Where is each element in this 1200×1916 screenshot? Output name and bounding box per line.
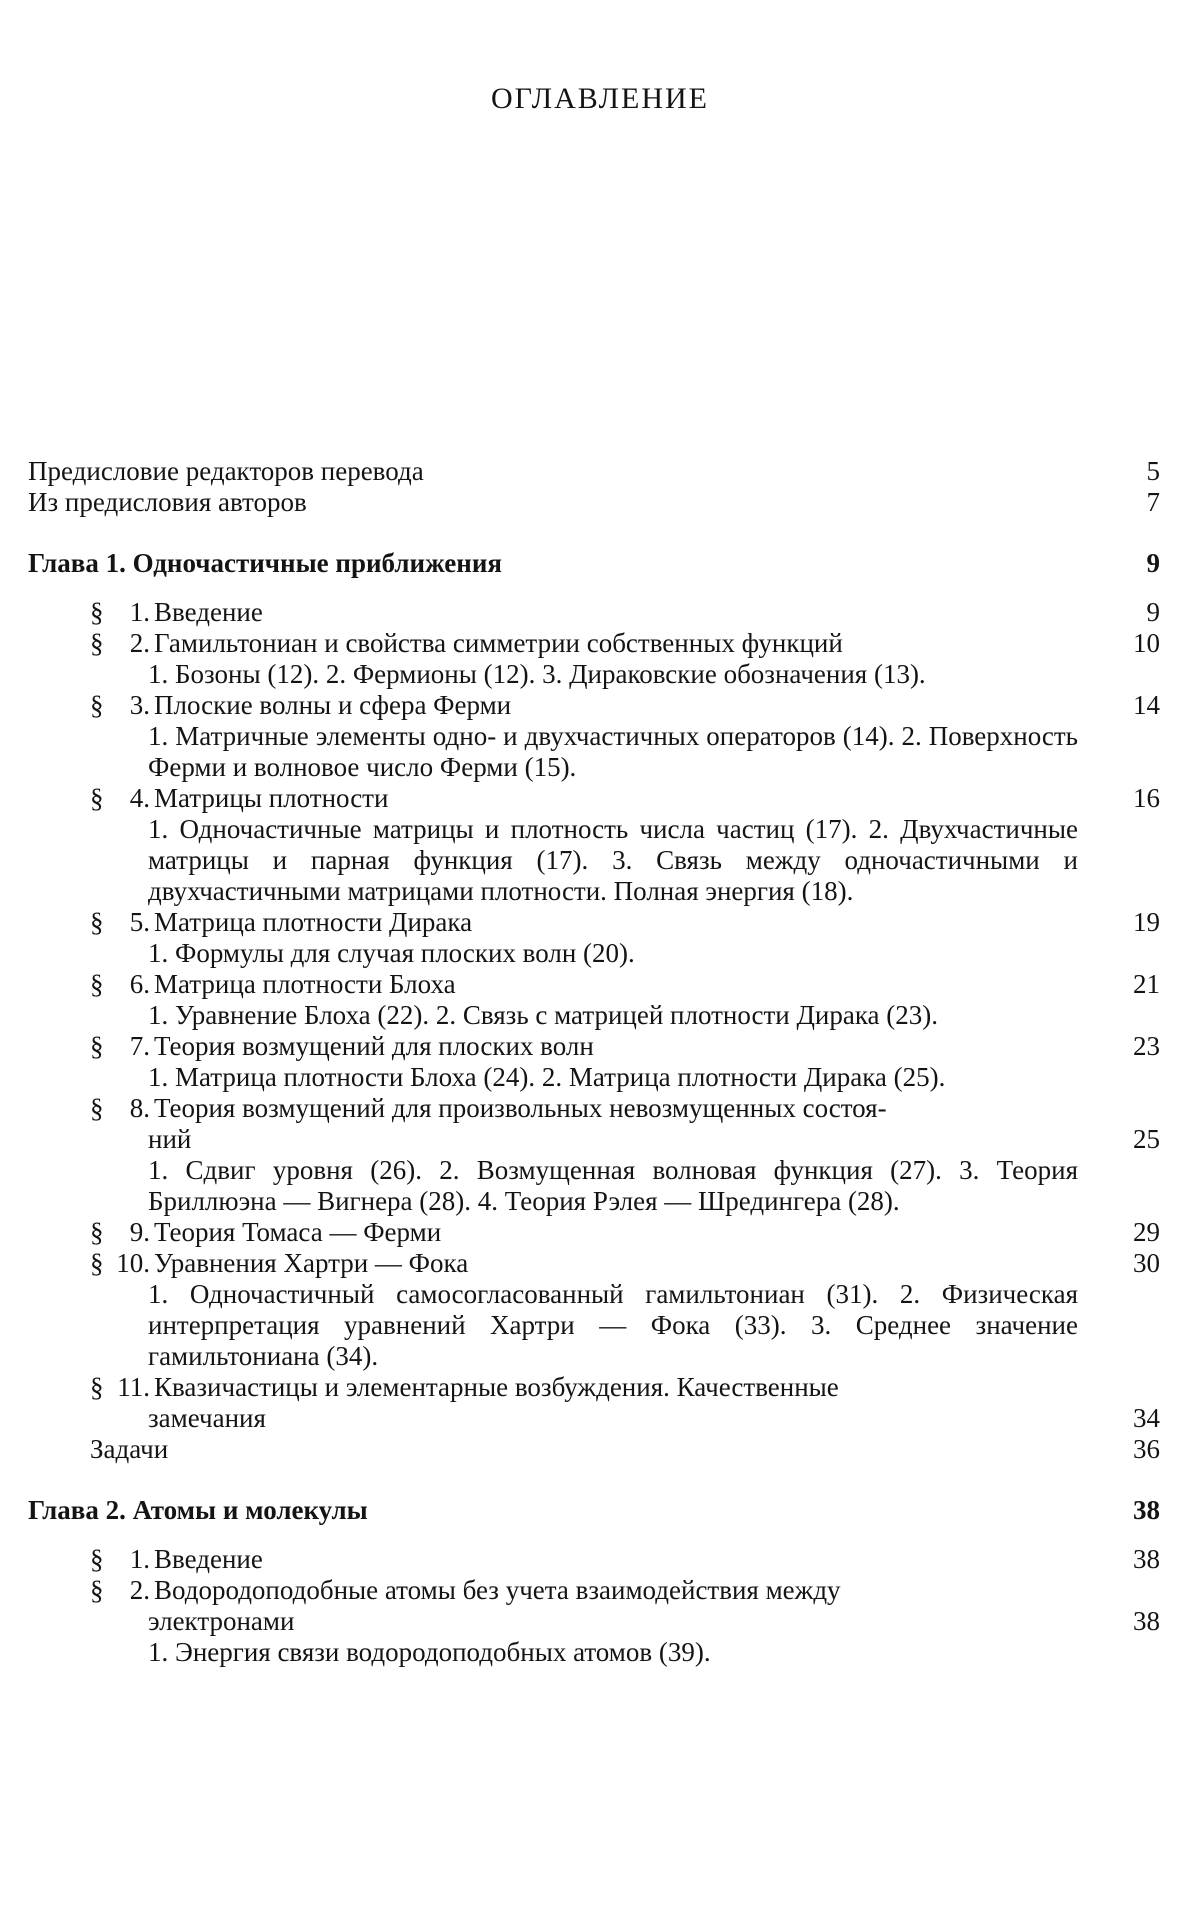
section-title: Введение (154, 597, 263, 628)
dot-leader (271, 597, 1094, 628)
section-sign: § (90, 969, 112, 1000)
page-title: ОГЛАВЛЕНИЕ (0, 82, 1200, 116)
dot-leader (396, 783, 1094, 814)
subsection-list: 1. Бозоны (12). 2. Фермионы (12). 3. Дираковские обозначения (13). (148, 659, 1078, 690)
dot-leader (274, 1403, 1094, 1434)
toc-chapter-2[interactable] (0, 1495, 1200, 1526)
section-sign: § (90, 1544, 112, 1575)
toc-section-1-5[interactable] (0, 907, 1200, 938)
section-number: 11. (112, 1372, 150, 1403)
section-sign: § (90, 1093, 112, 1124)
page-number: 34 (1104, 1403, 1160, 1434)
section-sign: § (90, 1372, 112, 1403)
toc-entry-preface-editors[interactable] (0, 456, 1200, 487)
page-number: 19 (1104, 907, 1160, 938)
toc-section-1-11-continued[interactable] (0, 1403, 1200, 1434)
dot-leader (315, 487, 1094, 518)
toc-entry-tasks[interactable] (0, 1434, 1200, 1465)
section-number: 10. (112, 1248, 150, 1279)
page-number: 38 (1104, 1606, 1160, 1637)
section-title: Матрица плотности Дирака (154, 907, 472, 938)
section-title-continued: ний (148, 1124, 191, 1155)
chapter-title: Глава 1. Одночастичные приближения (28, 548, 502, 579)
toc-section-1-11[interactable] (0, 1372, 1200, 1403)
toc-section-1-1[interactable] (0, 597, 1200, 628)
section-number: 2. (112, 1575, 150, 1606)
toc-section-1-9[interactable] (0, 1217, 1200, 1248)
section-title: Теория Томаса — Ферми (154, 1217, 441, 1248)
toc-section-1-8[interactable] (0, 1093, 1200, 1124)
section-sign: § (90, 783, 112, 814)
toc-section-1-4[interactable] (0, 783, 1200, 814)
toc-section-1-2[interactable] (0, 628, 1200, 659)
dot-leader (480, 907, 1094, 938)
chapter-title: Глава 2. Атомы и молекулы (28, 1495, 368, 1526)
toc-entry-preface-authors[interactable] (0, 487, 1200, 518)
section-sign: § (90, 628, 112, 659)
section-title: Плоские волны и сфера Ферми (154, 690, 511, 721)
page-number: 9 (1104, 597, 1160, 628)
section-title: Теория возмущений для произвольных невозмущенных состоя- (154, 1093, 887, 1124)
section-sign: § (90, 1248, 112, 1279)
section-number: 3. (112, 690, 150, 721)
dot-leader (449, 1217, 1094, 1248)
page-number: 38 (1104, 1544, 1160, 1575)
subsection-list: 1. Уравнение Блоха (22). 2. Связь с матрицей плотности Дирака (23). (148, 1000, 1078, 1031)
toc-section-2-1[interactable] (0, 1544, 1200, 1575)
dot-leader (432, 456, 1094, 487)
toc-chapter-1[interactable] (0, 548, 1200, 579)
toc-section-1-3[interactable] (0, 690, 1200, 721)
section-title: Матрица плотности Блоха (154, 969, 456, 1000)
toc-page (0, 0, 1200, 1916)
section-number: 1. (112, 597, 150, 628)
section-number: 1. (112, 1544, 150, 1575)
dot-leader (519, 690, 1094, 721)
section-title: Введение (154, 1544, 263, 1575)
page-number: 29 (1104, 1217, 1160, 1248)
page-number: 25 (1104, 1124, 1160, 1155)
toc-section-2-2[interactable] (0, 1575, 1200, 1606)
page-number: 16 (1104, 783, 1160, 814)
dot-leader (476, 1248, 1094, 1279)
page-number: 14 (1104, 690, 1160, 721)
dot-leader (199, 1124, 1094, 1155)
section-title-continued: электронами (148, 1606, 294, 1637)
dot-leader (464, 969, 1094, 1000)
section-sign: § (90, 1575, 112, 1606)
section-number: 6. (112, 969, 150, 1000)
section-sign: § (90, 690, 112, 721)
dot-leader (602, 1031, 1094, 1062)
section-sign: § (90, 1031, 112, 1062)
section-title: Уравнения Хартри — Фока (154, 1248, 468, 1279)
section-title: Матрицы плотности (154, 783, 388, 814)
toc-section-1-10[interactable] (0, 1248, 1200, 1279)
table-of-contents (0, 456, 1200, 1668)
page-number: 21 (1104, 969, 1160, 1000)
section-sign: § (90, 1217, 112, 1248)
dot-leader (510, 548, 1094, 579)
subsection-list: 1. Одночастичные матрицы и плотность числа частиц (17). 2. Двухчастичные матрицы и парная функция (17). 3. Связь между одночастичными и двухчастичными матрицами плотности. Полная энергия (18). (148, 814, 1078, 907)
section-number: 4. (112, 783, 150, 814)
section-title: Задачи (90, 1434, 168, 1465)
page-number: 9 (1104, 548, 1160, 579)
subsection-list: 1. Сдвиг уровня (26). 2. Возмущенная волновая функция (27). 3. Теория Бриллюэна — Вигнера (28). 4. Теория Рэлея — Шредингера (28). (148, 1155, 1078, 1217)
page-number: 5 (1104, 456, 1160, 487)
page-number: 38 (1104, 1495, 1160, 1526)
dot-leader (851, 628, 1094, 659)
dot-leader (302, 1606, 1094, 1637)
dot-leader (271, 1544, 1094, 1575)
dot-leader (376, 1495, 1094, 1526)
section-title: Гамильтониан и свойства симметрии собственных функций (154, 628, 843, 659)
section-number: 8. (112, 1093, 150, 1124)
page-number: 23 (1104, 1031, 1160, 1062)
page-number: 7 (1104, 487, 1160, 518)
toc-section-2-2-continued[interactable] (0, 1606, 1200, 1637)
dot-leader (176, 1434, 1094, 1465)
section-sign: § (90, 907, 112, 938)
toc-section-1-6[interactable] (0, 969, 1200, 1000)
section-title-continued: замечания (148, 1403, 266, 1434)
toc-entry-title: Предисловие редакторов перевода (28, 456, 424, 487)
section-title: Теория возмущений для плоских волн (154, 1031, 594, 1062)
subsection-list: 1. Матрица плотности Блоха (24). 2. Матрица плотности Дирака (25). (148, 1062, 1078, 1093)
toc-section-1-7[interactable] (0, 1031, 1200, 1062)
section-title: Водородоподобные атомы без учета взаимодействия между (154, 1575, 841, 1606)
subsection-list: 1. Энергия связи водородоподобных атомов (39). (148, 1637, 1078, 1668)
page-number: 10 (1104, 628, 1160, 659)
subsection-list: 1. Матричные элементы одно- и двухчастичных операторов (14). 2. Поверхность Ферми и волновое число Ферми (15). (148, 721, 1078, 783)
page-number: 36 (1104, 1434, 1160, 1465)
page-number: 30 (1104, 1248, 1160, 1279)
subsection-list: 1. Одночастичный самосогласованный гамильтониан (31). 2. Физическая интерпретация уравнений Хартри — Фока (33). 3. Среднее значение гамильтониана (34). (148, 1279, 1078, 1372)
section-title: Квазичастицы и элементарные возбуждения. Качественные (154, 1372, 839, 1403)
section-number: 9. (112, 1217, 150, 1248)
toc-section-1-8-continued[interactable] (0, 1124, 1200, 1155)
toc-entry-title: Из предисловия авторов (28, 487, 307, 518)
subsection-list: 1. Формулы для случая плоских волн (20). (148, 938, 1078, 969)
section-number: 5. (112, 907, 150, 938)
section-number: 2. (112, 628, 150, 659)
section-number: 7. (112, 1031, 150, 1062)
section-sign: § (90, 597, 112, 628)
